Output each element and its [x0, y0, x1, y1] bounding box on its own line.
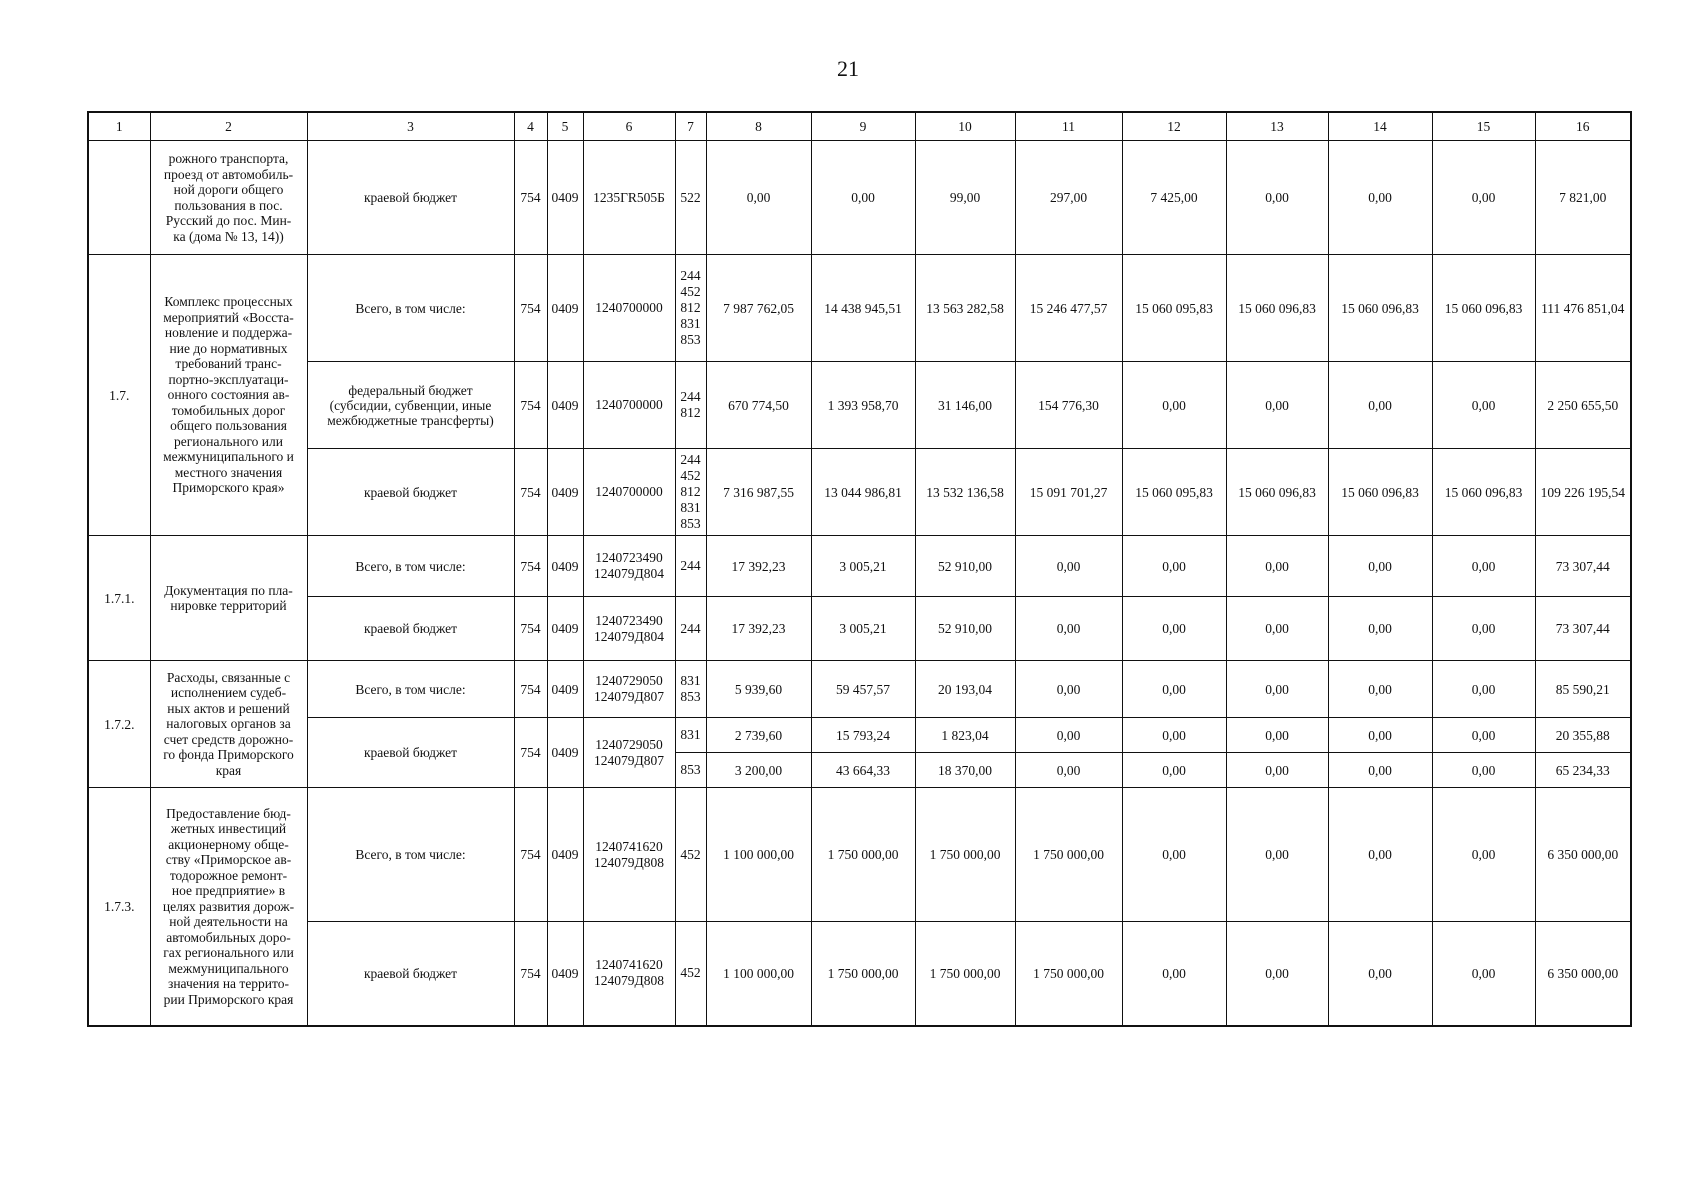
value-cell: 0,00	[1122, 718, 1226, 753]
cell-line: акционерному обще-	[168, 836, 289, 852]
code-ministry: 754	[514, 255, 547, 362]
code-expense-type	[675, 661, 706, 718]
cell-line: ной деятельности на	[169, 914, 288, 929]
column-header: 6	[583, 112, 675, 141]
code-expense-type	[675, 536, 706, 597]
value-cell: 59 457,57	[811, 661, 915, 718]
value-cell: 14 438 945,51	[811, 255, 915, 362]
code-section: 0409	[547, 922, 583, 1026]
code-expense-type	[675, 362, 706, 449]
value-cell: 52 910,00	[915, 597, 1015, 661]
value-cell: 0,00	[1328, 597, 1432, 661]
code-target-article	[583, 661, 675, 718]
code-ministry: 754	[514, 922, 547, 1026]
cell-line: 124079Д807	[594, 689, 664, 704]
value-cell: 0,00	[1122, 362, 1226, 449]
table-row	[88, 536, 1631, 597]
value-cell: 0,00	[1226, 661, 1328, 718]
value-cell: 1 100 000,00	[706, 922, 811, 1026]
value-cell: 0,00	[1328, 718, 1432, 753]
cell-line: го фонда Приморского	[163, 747, 294, 763]
value-cell: 17 392,23	[706, 536, 811, 597]
cell-line: 1240700000	[595, 397, 663, 412]
value-cell: 0,00	[1226, 597, 1328, 661]
value-cell: 1 750 000,00	[1015, 788, 1122, 922]
value-cell: 0,00	[1015, 753, 1122, 788]
value-cell: 1 750 000,00	[811, 788, 915, 922]
description-cell	[150, 788, 307, 1026]
cell-line: (субсидии, субвенции, иные	[329, 397, 492, 413]
column-header: 15	[1432, 112, 1535, 141]
cell-line: 124079Д804	[594, 566, 664, 581]
cell-line: общего пользования	[170, 418, 287, 434]
code-expense-type	[675, 449, 706, 536]
value-cell: 15 060 096,83	[1328, 449, 1432, 536]
value-cell: 0,00	[1328, 141, 1432, 255]
value-cell: 1 750 000,00	[915, 922, 1015, 1026]
value-cell: 52 910,00	[915, 536, 1015, 597]
value-cell: 109 226 195,54	[1535, 449, 1631, 536]
code-ministry: 754	[514, 449, 547, 536]
column-header: 9	[811, 112, 915, 141]
value-cell: 73 307,44	[1535, 597, 1631, 661]
cell-line: рии Приморского края	[163, 991, 294, 1007]
cell-line: местного значения	[174, 464, 283, 480]
value-cell: 15 246 477,57	[1015, 255, 1122, 362]
value-cell: 0,00	[1432, 362, 1535, 449]
code-expense-type	[675, 922, 706, 1026]
cell-line: 244	[680, 389, 701, 404]
column-header: 12	[1122, 112, 1226, 141]
table-row	[88, 362, 1631, 449]
description-cell	[150, 536, 307, 661]
cell-line: гах регионального или	[163, 945, 294, 960]
column-header: 7	[675, 112, 706, 141]
cell-line: ству «Приморское ав-	[165, 852, 292, 867]
value-cell: 7 987 762,05	[706, 255, 811, 362]
table-row	[88, 597, 1631, 661]
index-cell: 1.7.3.	[88, 788, 150, 1026]
cell-line: регионального или	[174, 433, 283, 449]
value-cell: 3 200,00	[706, 753, 811, 788]
cell-line: жетных инвестиций	[170, 821, 287, 836]
value-cell: 15 060 096,83	[1328, 255, 1432, 362]
value-cell: 1 823,04	[915, 718, 1015, 753]
value-cell: 0,00	[1328, 661, 1432, 718]
cell-line: 244	[680, 558, 701, 573]
cell-line: края	[215, 762, 242, 778]
cell-line: 853	[680, 516, 701, 531]
cell-line: 1240729050	[595, 736, 663, 752]
value-cell: 18 370,00	[915, 753, 1015, 788]
value-cell: 3 005,21	[811, 597, 915, 661]
cell-line: Приморского края»	[172, 480, 285, 496]
column-header: 3	[307, 112, 514, 141]
value-cell: 1 750 000,00	[811, 922, 915, 1026]
description-cell	[150, 661, 307, 788]
code-target-article	[583, 597, 675, 661]
value-cell: 1 393 958,70	[811, 362, 915, 449]
value-cell: 0,00	[1226, 753, 1328, 788]
source-cell: краевой бюджет	[307, 597, 514, 661]
budget-table	[87, 111, 1632, 1027]
table-row	[88, 661, 1631, 718]
cell-line: межбюджетные трансферты)	[327, 412, 494, 428]
column-header: 10	[915, 112, 1015, 141]
value-cell: 0,00	[1432, 536, 1535, 597]
value-cell: 6 350 000,00	[1535, 788, 1631, 922]
cell-line: тодорожное ремонт-	[169, 867, 288, 883]
value-cell: 1 750 000,00	[915, 788, 1015, 922]
cell-line: 124079Д808	[594, 973, 664, 989]
value-cell: 0,00	[1122, 597, 1226, 661]
continuation-row	[88, 141, 1631, 255]
value-cell: 0,00	[1226, 362, 1328, 449]
code-ministry: 754	[514, 536, 547, 597]
value-cell: 15 060 095,83	[1122, 255, 1226, 362]
cell-line: нировке территорий	[170, 598, 287, 613]
cell-line: 1240729050	[595, 673, 663, 688]
value-cell: 31 146,00	[915, 362, 1015, 449]
code-ministry: 754	[514, 141, 547, 255]
cell-line: 853	[680, 332, 701, 347]
table-row	[88, 449, 1631, 536]
value-cell: 0,00	[1432, 922, 1535, 1026]
code-section: 0409	[547, 536, 583, 597]
source-cell: Всего, в том числе:	[307, 255, 514, 362]
value-cell: 0,00	[1432, 718, 1535, 753]
column-header: 2	[150, 112, 307, 141]
code-ministry: 754	[514, 718, 547, 788]
value-cell: 15 060 096,83	[1432, 449, 1535, 536]
code-target-article	[583, 718, 675, 788]
value-cell: 15 060 095,83	[1122, 449, 1226, 536]
cell-line: 1240700000	[595, 484, 663, 499]
value-cell: 670 774,50	[706, 362, 811, 449]
value-cell: 0,00	[1015, 597, 1122, 661]
index-cell	[88, 141, 150, 255]
value-cell: 15 060 096,83	[1226, 255, 1328, 362]
value-cell: 0,00	[1328, 536, 1432, 597]
cell-line: Документация по пла-	[164, 582, 293, 598]
index-cell: 1.7.2.	[88, 661, 150, 788]
value-cell: 0,00	[1432, 141, 1535, 255]
cell-line: Комплекс процессных	[164, 294, 293, 310]
value-cell: 0,00	[1226, 141, 1328, 255]
code-ministry: 754	[514, 661, 547, 718]
cell-line: ние до нормативных	[169, 340, 288, 356]
code-ministry: 754	[514, 362, 547, 449]
source-cell: краевой бюджет	[307, 922, 514, 1026]
cell-line: ка (дома № 13, 14))	[173, 228, 284, 244]
cell-line: 124079Д807	[594, 752, 664, 768]
index-cell: 1.7.1.	[88, 536, 150, 661]
value-cell: 1 100 000,00	[706, 788, 811, 922]
index-cell: 1.7.	[88, 255, 150, 536]
value-cell: 65 234,33	[1535, 753, 1631, 788]
column-header: 16	[1535, 112, 1631, 141]
cell-line: Расходы, связанные с	[166, 669, 291, 685]
value-cell: 15 060 096,83	[1226, 449, 1328, 536]
code-section: 0409	[547, 362, 583, 449]
value-cell: 15 060 096,83	[1432, 255, 1535, 362]
cell-line: 1240723490	[595, 550, 663, 565]
source-cell: Всего, в том числе:	[307, 536, 514, 597]
value-cell: 0,00	[1432, 597, 1535, 661]
description-cell	[150, 255, 307, 536]
table-row	[88, 718, 1631, 753]
column-header: 8	[706, 112, 811, 141]
cell-line: 452	[680, 965, 701, 981]
value-cell: 154 776,30	[1015, 362, 1122, 449]
value-cell: 20 193,04	[915, 661, 1015, 718]
code-section: 0409	[547, 597, 583, 661]
table-row	[88, 255, 1631, 362]
value-cell: 0,00	[1226, 788, 1328, 922]
value-cell: 7 821,00	[1535, 141, 1631, 255]
value-cell: 0,00	[1432, 753, 1535, 788]
cell-line: проезд от автомобиль-	[163, 166, 294, 182]
cell-line: целях развития дорож-	[162, 898, 295, 914]
value-cell: 0,00	[1226, 718, 1328, 753]
code-expense-type	[675, 255, 706, 362]
source-cell: Всего, в том числе:	[307, 661, 514, 718]
value-cell: 0,00	[1328, 788, 1432, 922]
cell-line: ное предприятие» в	[171, 883, 286, 898]
table-row	[88, 922, 1631, 1026]
code-section: 0409	[547, 788, 583, 922]
cell-line: 1240723490	[595, 612, 663, 628]
code-expense-type	[675, 788, 706, 922]
cell-line: автомобильных доро-	[166, 929, 291, 945]
cell-line: 1240741620	[595, 838, 663, 854]
header-row	[88, 112, 1631, 141]
value-cell: 0,00	[706, 141, 811, 255]
value-cell: 13 044 986,81	[811, 449, 915, 536]
cell-line: 452	[680, 468, 701, 483]
cell-line: 831	[680, 673, 701, 688]
code-section: 0409	[547, 141, 583, 255]
cell-line: 853	[680, 689, 701, 704]
cell-line: онного состояния ав-	[167, 387, 290, 403]
value-cell: 7 425,00	[1122, 141, 1226, 255]
cell-line: 812	[680, 484, 701, 499]
cell-line: ной дороги общего	[173, 182, 284, 197]
code-expense-type: 831	[675, 718, 706, 753]
cell-line: 244	[680, 620, 701, 636]
code-section: 0409	[547, 449, 583, 536]
cell-line: 831	[680, 316, 701, 331]
cell-line: счет средств дорожно-	[163, 731, 294, 747]
code-expense-type	[675, 597, 706, 661]
cell-line: 452	[680, 284, 701, 299]
column-header: 1	[88, 112, 150, 141]
cell-line: 244	[680, 452, 701, 467]
description-cell	[150, 141, 307, 255]
code-target-article	[583, 922, 675, 1026]
cell-line: пользования в пос.	[174, 197, 283, 213]
cell-line: Русский до пос. Мин-	[165, 213, 292, 228]
value-cell: 0,00	[1122, 536, 1226, 597]
code-section: 0409	[547, 661, 583, 718]
value-cell: 111 476 851,04	[1535, 255, 1631, 362]
value-cell: 0,00	[1226, 536, 1328, 597]
value-cell: 85 590,21	[1535, 661, 1631, 718]
cell-line: 452	[680, 846, 701, 862]
code-section: 0409	[547, 255, 583, 362]
value-cell: 99,00	[915, 141, 1015, 255]
value-cell: 20 355,88	[1535, 718, 1631, 753]
cell-line: томобильных дорог	[171, 402, 286, 418]
value-cell: 15 091 701,27	[1015, 449, 1122, 536]
cell-line: 812	[680, 405, 701, 420]
value-cell: 0,00	[1328, 922, 1432, 1026]
value-cell: 5 939,60	[706, 661, 811, 718]
source-cell: Всего, в том числе:	[307, 788, 514, 922]
source-cell: краевой бюджет	[307, 141, 514, 255]
cell-line: 522	[680, 189, 701, 205]
code-target-article	[583, 255, 675, 362]
cell-line: налоговых органов за	[166, 716, 291, 732]
column-header: 5	[547, 112, 583, 141]
column-header: 11	[1015, 112, 1122, 141]
value-cell: 0,00	[1122, 788, 1226, 922]
source-cell	[307, 362, 514, 449]
column-header: 14	[1328, 112, 1432, 141]
page-number: 21	[837, 56, 859, 81]
value-cell: 0,00	[1015, 536, 1122, 597]
cell-line: рожного транспорта,	[168, 151, 289, 166]
value-cell: 13 563 282,58	[915, 255, 1015, 362]
value-cell: 6 350 000,00	[1535, 922, 1631, 1026]
value-cell: 3 005,21	[811, 536, 915, 597]
cell-line: ных актов и решений	[167, 700, 290, 716]
cell-line: 1240700000	[595, 300, 663, 315]
code-expense-type: 853	[675, 753, 706, 788]
table-row	[88, 788, 1631, 922]
value-cell: 0,00	[1226, 922, 1328, 1026]
cell-line: 124079Д804	[594, 628, 664, 644]
cell-line: межмуниципального	[168, 960, 289, 976]
value-cell: 2 250 655,50	[1535, 362, 1631, 449]
cell-line: 1235ГR505Б	[593, 189, 665, 205]
cell-line: требований транс-	[175, 356, 282, 372]
code-target-article	[583, 362, 675, 449]
value-cell: 43 664,33	[811, 753, 915, 788]
value-cell: 1 750 000,00	[1015, 922, 1122, 1026]
value-cell: 0,00	[1122, 661, 1226, 718]
cell-line: 244	[680, 268, 701, 283]
value-cell: 0,00	[1328, 753, 1432, 788]
source-cell: краевой бюджет	[307, 718, 514, 788]
value-cell: 2 739,60	[706, 718, 811, 753]
cell-line: мероприятий «Восста-	[163, 309, 294, 325]
cell-line: межмуниципального и	[163, 449, 294, 465]
code-section: 0409	[547, 718, 583, 788]
code-ministry: 754	[514, 788, 547, 922]
value-cell: 0,00	[1015, 661, 1122, 718]
value-cell: 0,00	[1122, 922, 1226, 1026]
cell-line: новление и поддержа-	[164, 325, 293, 341]
value-cell: 297,00	[1015, 141, 1122, 255]
code-ministry: 754	[514, 597, 547, 661]
value-cell: 17 392,23	[706, 597, 811, 661]
value-cell: 0,00	[811, 141, 915, 255]
cell-line: Предоставление бюд-	[166, 805, 291, 821]
code-expense-type	[675, 141, 706, 255]
code-target-article	[583, 536, 675, 597]
cell-line: исполнением судеб-	[170, 685, 287, 701]
column-header: 13	[1226, 112, 1328, 141]
column-header: 4	[514, 112, 547, 141]
value-cell: 13 532 136,58	[915, 449, 1015, 536]
code-target-article	[583, 449, 675, 536]
code-target-article	[583, 141, 675, 255]
value-cell: 15 793,24	[811, 718, 915, 753]
cell-line: значения на террито-	[168, 976, 289, 991]
value-cell: 73 307,44	[1535, 536, 1631, 597]
value-cell: 0,00	[1328, 362, 1432, 449]
cell-line: 812	[680, 300, 701, 315]
value-cell: 7 316 987,55	[706, 449, 811, 536]
value-cell: 0,00	[1432, 788, 1535, 922]
cell-line: 124079Д808	[594, 854, 664, 870]
code-target-article	[583, 788, 675, 922]
value-cell: 0,00	[1015, 718, 1122, 753]
value-cell: 0,00	[1432, 661, 1535, 718]
cell-line: портно-эксплуатаци-	[168, 371, 289, 387]
cell-line: федеральный бюджет	[348, 382, 473, 398]
source-cell: краевой бюджет	[307, 449, 514, 536]
value-cell: 0,00	[1122, 753, 1226, 788]
cell-line: 1240741620	[595, 957, 663, 973]
cell-line: 831	[680, 500, 701, 515]
